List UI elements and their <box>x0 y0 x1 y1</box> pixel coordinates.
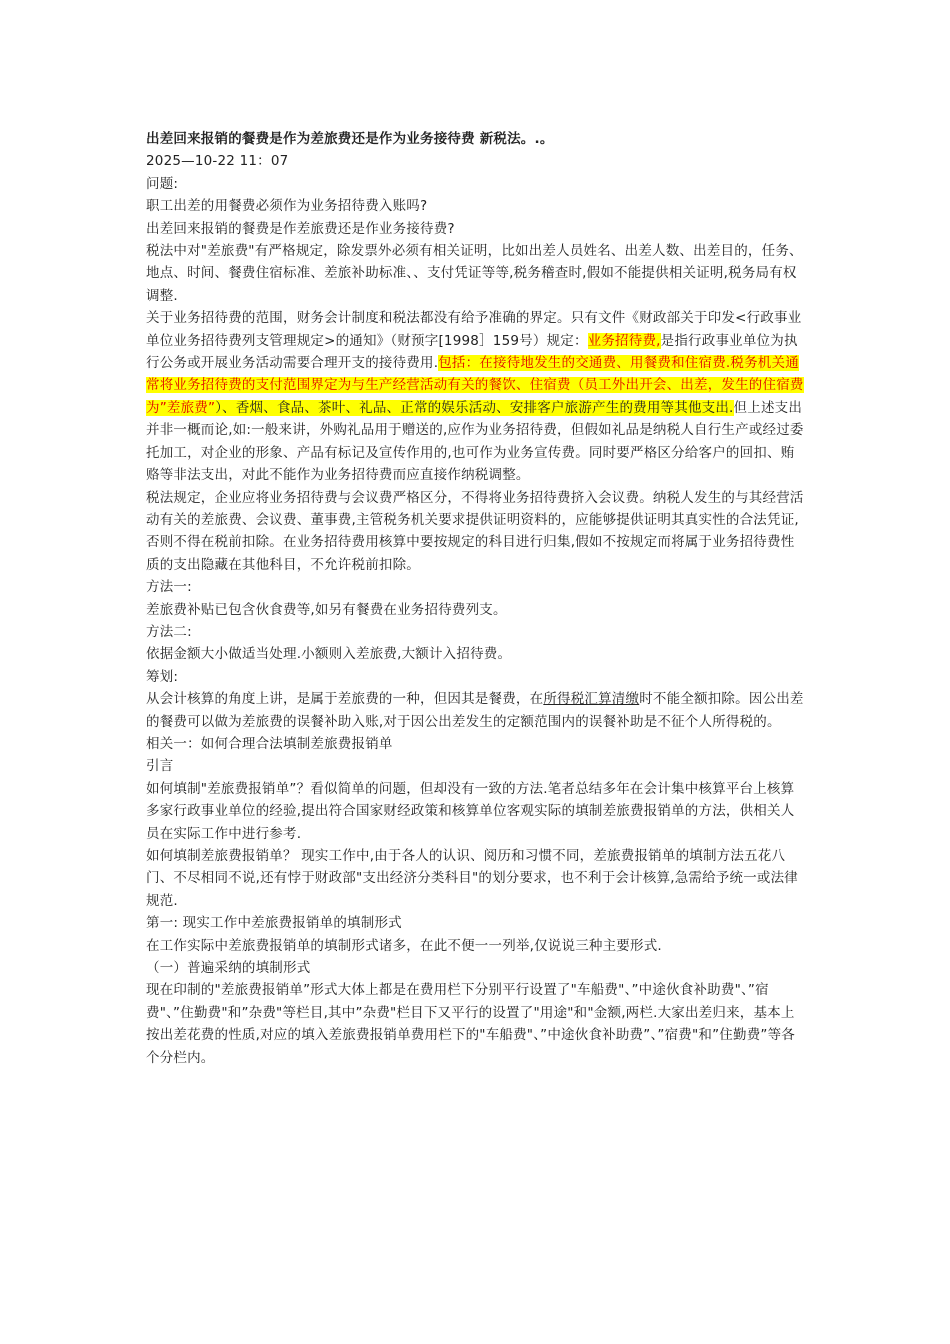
paragraph-how: 如何填制"差旅费报销单”？看似简单的问题，但却没有一致的方法.笔者总结多年在会计集中核算平台上核算多家行政事业单位的经验,提出符合国家财经政策和核算单位客观实际的填制差旅费报销单的方法，供相关人员在实际工作中进行参考. <box>146 780 795 842</box>
scope-text-g: 但上述支出并非一概而论,如:一般来讲，外购礼品用于赠送的,应作为业务招待费，但假如礼品是纳税人自行生产或经过委托加工，对企业的形象、产品有标记及宣传作用的,也可作为业务宣传费。同时要严格区分给客户的回扣、贿赂等非法支出，对此不能作为业务招待费而应直接作纳税调整。 <box>146 399 804 484</box>
method-1-label: 方法一: <box>146 579 192 596</box>
paragraph-how-2: 如何填制差旅费报销单？ 现实工作中,由于各人的认识、阅历和习惯不同，差旅费报销单的填制方法五花八门、不尽相同不说,还有悖于财政部"支出经济分类科目"的划分要求，也不利于会计核算,急需给予统一或法律规范. <box>146 848 798 909</box>
section-1-heading: 第一: 现实工作中差旅费报销单的填制形式 <box>146 915 402 932</box>
paragraph-tax-rules: 税法中对"差旅费"有严格规定，除发票外必须有相关证明，比如出差人员姓名、出差人数、出差目的，任务、地点、时间、餐费住宿标准、差旅补助标准、、支付凭证等等,税务稽查时,假如不能提供相关证明,税务局有权调整. <box>146 243 803 304</box>
scope-highlight-include: 包括：在接待地发生的交通费、用餐费和住宿费.税务机关通常将业务招待费的支付范围界定为与生产经营活动有关的餐饮、住宿费（ <box>146 355 799 394</box>
planning-text <box>146 688 806 733</box>
method-1-text: 差旅费补贴已包含伙食费等,如另有餐费在业务招待费列支。 <box>146 601 507 618</box>
subsection-1-heading: （一）普遍采纳的填制形式 <box>146 960 311 977</box>
paragraph-question-1: 职工出差的用餐费必须作为业务招待费入账吗? <box>146 198 428 215</box>
scope-highlight-red: 员工外出开会、出差，发生的住宿费为”差旅费” <box>146 377 804 416</box>
paragraph-question-label: 问题: <box>146 175 179 192</box>
subsection-1-text: 现在印制的"差旅费报销单”形式大体上都是在费用栏下分别平行设置了"车船费"、”中途伙食补助费"、”宿费"、”住勤费"和”杂费"等栏目,其中”杂费"栏目下又平行的设置了"用途"和"金额,两栏.大家出差归来，基本上按出差花费的性质,对应的填入差旅费报销单费用栏下的"车船费"、”中途伙食补助费”、”宿费"和”住勤费”等各个分栏内。 <box>146 982 795 1066</box>
paragraph-question-2: 出差回来报销的餐费是作差旅费还是作业务接待费? <box>146 220 455 237</box>
paragraph-scope <box>146 307 806 486</box>
planning-label: 筹划: <box>146 668 179 685</box>
publish-date: 2025—10-22 11：07 <box>146 153 289 170</box>
paragraph-tax-rules-2: 税法规定，企业应将业务招待费与会议费严格区分，不得将业务招待费挤入会议费。纳税人发生的与其经营活动有关的差旅费、会议费、董事费,主管税务机关要求提供证明资料的，应能够提供证明其真实性的合法凭证,否则不得在税前扣除。在业务招待费用核算中要按规定的科目进行归集,假如不按规定而将属于业务招待费性质的支出隐藏在其他科目，不允许税前扣除。 <box>146 489 804 573</box>
scope-text-a: 关于业务招待费的范围，财务会计制度和税法都没有给予准确的界定。只有文件《财政部关于印发<行政事业单位业务招待费列支管理规定>的通知》（财预字[1998］159号）规定： <box>146 310 802 349</box>
planning-link[interactable]: 所得税汇算清缴 <box>543 691 640 708</box>
method-2-text: 依据金额大小做适当处理.小额则入差旅费,大额计入招待费。 <box>146 646 512 663</box>
document-body <box>146 128 806 1069</box>
scope-text-c: 是指行政事业单位为执行公务或开展业务活动需要合理开支的接待费用. <box>146 332 798 372</box>
planning-text-b: 时不能全额扣除。因公出差的餐费可以做为差旅费的误餐补助入账,对于因公出差发生的定额范围内的误餐补助是不征个人所得税的。 <box>146 691 804 730</box>
section-1-text: 在工作实际中差旅费报销单的填制形式诸多，在此不便一一列举,仅说说三种主要形式. <box>146 937 662 954</box>
document-title: 出差回来报销的餐费是作为差旅费还是作为业务接待费 新税法。.。 <box>146 131 554 147</box>
related-heading: 相关一：如何合理合法填制差旅费报销单 <box>146 735 393 752</box>
scope-highlight-other: ）、香烟、食品、茶叶、礼品、正常的娱乐活动、安排客户旅游产生的费用等其他支出. <box>215 399 734 416</box>
scope-highlight-term: 业务招待费, <box>587 332 661 349</box>
planning-text-a: 从会计核算的角度上讲，是属于差旅费的一种，但因其是餐费，在 <box>146 691 544 708</box>
method-2-label: 方法二: <box>146 623 192 640</box>
intro-heading: 引言 <box>146 758 174 775</box>
